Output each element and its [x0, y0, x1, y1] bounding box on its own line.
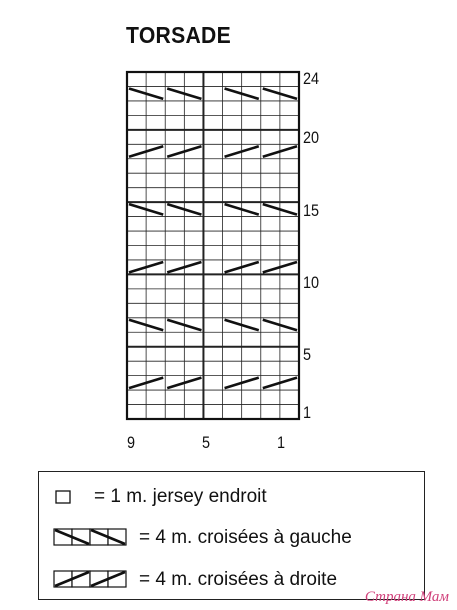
chart-title: TORSADE — [126, 22, 232, 48]
row-label: 20 — [303, 128, 320, 147]
legend-text: = 1 m. jersey endroit — [94, 486, 267, 507]
legend-box — [38, 471, 425, 600]
col-label: 5 — [202, 433, 211, 452]
row-label: 24 — [303, 69, 320, 88]
square-stitch-icon — [55, 487, 75, 507]
row-label: 5 — [303, 345, 312, 364]
row-label: 10 — [303, 273, 320, 292]
legend-text: = 4 m. croisées à droite — [139, 569, 338, 590]
cross-left-icon — [53, 527, 133, 549]
col-label: 9 — [127, 433, 136, 452]
row-label: 1 — [303, 403, 312, 422]
legend-text: = 4 m. croisées à gauche — [139, 527, 352, 548]
cross-right-icon — [53, 569, 133, 591]
col-label: 1 — [277, 433, 286, 452]
watermark: Страна Мам — [364, 589, 449, 605]
row-label: 15 — [303, 201, 320, 220]
